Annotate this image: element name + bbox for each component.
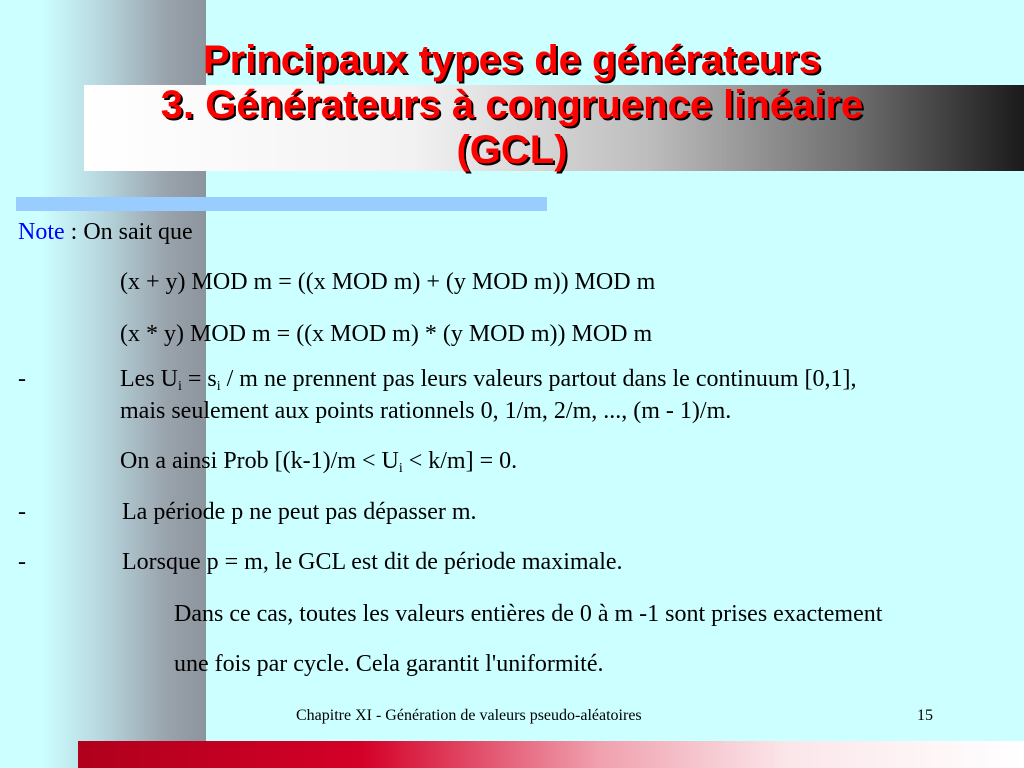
detail-line-1: Dans ce cas, toutes les valeurs entières de 0 à m -1 sont prises exactement [174,601,883,627]
bullet-dash-2: - [18,499,26,525]
bullet-dash-1: - [18,366,26,392]
bullet-1-line-1: Les $U_i = s_i / m$ ne prennent pas leurs valeurs partout dans le continuum [0,1], [120,366,857,394]
title-underline-bar [16,197,547,211]
slide-title [0,38,1024,173]
footer-chapter: Chapitre XI - Génération de valeurs pseudo-aléatoires [296,707,642,724]
bullet-1-line-2: mais seulement aux points rationnels 0, 1/m, 2/m, ..., (m - 1)/m. [120,398,732,424]
bullet-3-text: Lorsque p = m, le GCL est dit de période maximale. [122,549,623,575]
footer-page-number: 15 [917,707,933,724]
title-line-1: Principaux types de générateurs [202,38,821,82]
bullet-2-text: La période p ne peut pas dépasser m. [122,499,477,525]
note-label: Note [18,219,65,245]
title-line-2: 3. Générateurs à congruence linéaire [160,83,864,127]
probability-line: On a ainsi Prob $[(k-1)/m < U_i < k/m] = 0$. [120,448,518,476]
title-line-3: (GCL) [456,128,568,172]
note-line [18,218,193,246]
bullet-dash-3: - [18,549,26,575]
formula-product: (x * y) MOD m = ((x MOD m) * (y MOD m)) MOD m [120,321,653,347]
note-text: : On sait que [64,219,193,245]
formula-sum: (x + y) MOD m = ((x MOD m) + (y MOD m)) MOD m [120,269,656,295]
bottom-red-bar [78,741,1024,768]
detail-line-2: une fois par cycle. Cela garantit l'uniformité. [174,651,604,677]
